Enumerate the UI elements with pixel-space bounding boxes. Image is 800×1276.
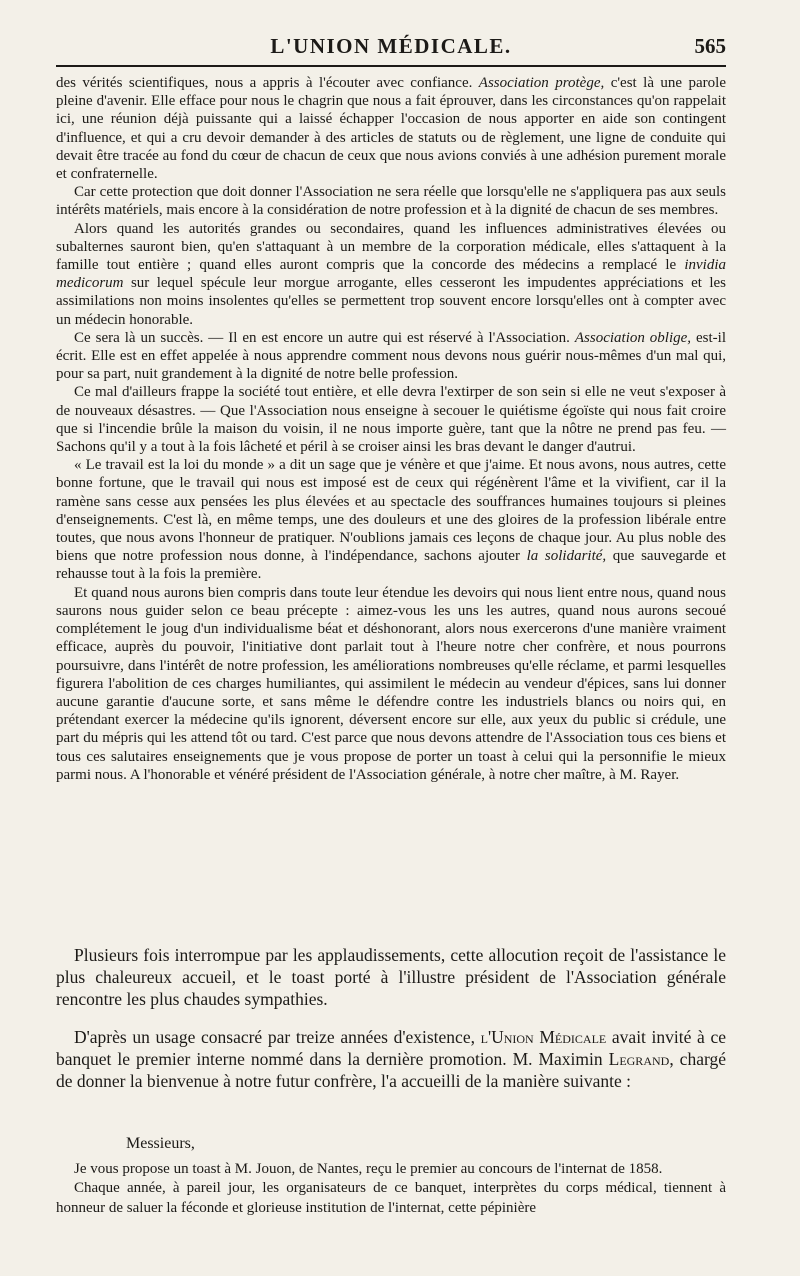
paragraph: Plusieurs fois interrompue par les applaudissements, cette allocution reçoit de l'assistance le plus chaleureux accueil, et le toast porté à l'illustre président de l'Association générale rencontre les plus chaudes sympathies.: [56, 945, 726, 1009]
page-header: [56, 28, 726, 68]
paragraph: Et quand nous aurons bien compris dans toute leur étendue les devoirs qui nous lient entre nous, quand nous saurons nous guider selon ce beau précepte : aimez-vous les uns les autres, quand nous aurons secoué complétement le joug d'un individualisme béat et déshonorant, alors nous exercerons d'une manière vraiment efficace, auprès du pouvoir, l'initiative dont parlait tout à l'heure notre cher confrère, et nous pourrons poursuivre, dans l'intérêt de notre profession, les améliorations nombreuses qu'elle réclame, et parmi lesquelles figurera l'abolition de ces charges humiliantes, qui assimilent le médecin au vendeur d'épices, sans lui donner aucune garantie d'aucune sorte, et sans même le défendre contre les industriels blancs ou noirs qui, en prétendant exercer la médecine qu'ils ignorent, déversent encore sur elle, aux yeux du public si crédule, une part du mépris qui les attend tôt ou tard. C'est parce que nous devons attendre de l'Association tous ces biens et tous ces salutaires enseignements que je vous propose de porter un toast à celui qui la personnifie le mieux parmi nous. A l'honorable et vénéré président de l'Association générale, à notre cher maître, à M. Rayer.: [56, 584, 726, 783]
speech-text: [56, 74, 726, 784]
header-rule: [56, 65, 726, 67]
person-name: Legrand: [608, 1049, 670, 1069]
text-run: , chargé de donner la bienvenue à notre futur confrère, l'a accueilli de la manière suivante :: [56, 1049, 726, 1091]
text-run: Ce sera là un succès. — Il en est encore un autre qui est réservé à l'Association.: [74, 329, 575, 346]
running-title: L'UNION MÉDICALE.: [270, 34, 512, 58]
paragraph: Je vous propose un toast à M. Jouon, de Nantes, reçu le premier au concours de l'internat de 1858.: [74, 1160, 663, 1177]
page-number: 565: [694, 34, 726, 58]
text-run: « Le travail est la loi du monde » a dit un sage que je vénère et que j'aime. Et nous avons, nous autres, cette bonne fortune, que le travail qui nous est imposé est de ceux qui régénèrent l'âme et la vivifient, car il la ramène sans cesse aux pensées les plus élevées et au spectacle des souffrances humaines toujours si pleines d'enseignements. C'est là, en même temps, une des douleurs et une des gloires de la profession libérale entre toutes, que nous avons l'honneur de pratiquer. N'oublions jamais ces leçons de chaque jour. Au plus noble des biens que notre profession nous donne, à l'indépendance, sachons ajouter: [56, 457, 726, 565]
italic-phrase: la solidarité,: [526, 548, 607, 565]
paragraph: [56, 220, 726, 329]
italic-phrase: Association protège,: [478, 75, 605, 91]
text-run: D'après un usage consacré par treize années d'existence,: [74, 1027, 481, 1047]
text-run: sur lequel spécule leur morgue arrogante, elles cesseront les impudentes appréciations et les assimilations non moins insolentes qu'elles se permettent trop souvent encore lorsqu'elles ont à compter avec un médecin honorable.: [56, 275, 726, 328]
text-run: c'est là une parole pleine d'avenir. Elle efface pour nous le chagrin que nous a fait éprouver, dans les circonstances qu'on rappelait ici, une réunion déjà puissante qui a laissé échapper l'occasion de nous apporter en aide son contingent d'influence, et qui a cru devoir demander à des articles de statuts ou de règlement, une ligne de conduite qui devait être tracée au fond du cœur de chacun de ceux que nous avions conviés à une adhésion purement morale et confraternelle.: [56, 75, 727, 183]
paragraph: [56, 74, 726, 183]
text-run: est-il écrit. Elle est en effet appelée à nous apprendre comment nous devons nous guérir nous-mêmes d'un mal qui, pour sa part, nuit grandement à la dignité de notre belle profession.: [56, 329, 727, 383]
narrative-block-2: [56, 1026, 726, 1092]
text-run: avait invité à ce banquet le premier interne nommé dans la dernière promotion. M. Maximin: [56, 1027, 727, 1069]
journal-name: l'Union Médicale: [480, 1027, 607, 1047]
text-run: Alors quand les autorités grandes ou secondaires, quand les influences administratives élevées ou subalternes sauront bien, qu'en s'attaquant à un membre de la corporation médicale, elles s'attaquent à la famille tout entière ; quand elles auront compris que la concorde des médecins a remplacé le: [56, 220, 726, 274]
paragraph: [56, 329, 726, 384]
paragraph: Ce mal d'ailleurs frappe la société tout entière, et elle devra l'extirper de son sein si elle ne veut s'exposer à de nouveaux désastres. — Que l'Association nous enseigne à secouer le quiétisme égoïste qui nous fait croire que si l'incendie brûle la maison du voisin, il ne nous importe guère, tant que la nôtre ne prend pas feu. — Sachons qu'il y a tout à la fois lâcheté et péril à se croiser ainsi les bras devant le danger d'autrui.: [56, 384, 726, 456]
italic-phrase: invidia medicorum: [56, 257, 726, 292]
toast-text: [56, 1134, 726, 1218]
italic-phrase: Association oblige,: [574, 329, 692, 346]
paragraph: [56, 1026, 726, 1092]
text-run: que sauvegarde et rehausse tout à la fois la première.: [56, 548, 727, 583]
narrative-block: [56, 944, 726, 1010]
paragraph: Chaque année, à pareil jour, les organisateurs de ce banquet, interprètes du corps médical, tiennent à honneur de saluer la féconde et glorieuse institution de l'internat, cette pépinière: [56, 1180, 726, 1216]
paragraph: [56, 456, 726, 583]
text-run: des vérités scientifiques, nous a appris à l'écouter avec confiance.: [56, 75, 479, 91]
salutation: Messieurs,: [126, 1135, 195, 1152]
paragraph: Car cette protection que doit donner l'Association ne sera réelle que lorsqu'elle ne s'appliquera pas aux seuls intérêts matériels, mais encore à la considération de notre profession et à la dignité de chacun de ses membres.: [56, 184, 726, 219]
